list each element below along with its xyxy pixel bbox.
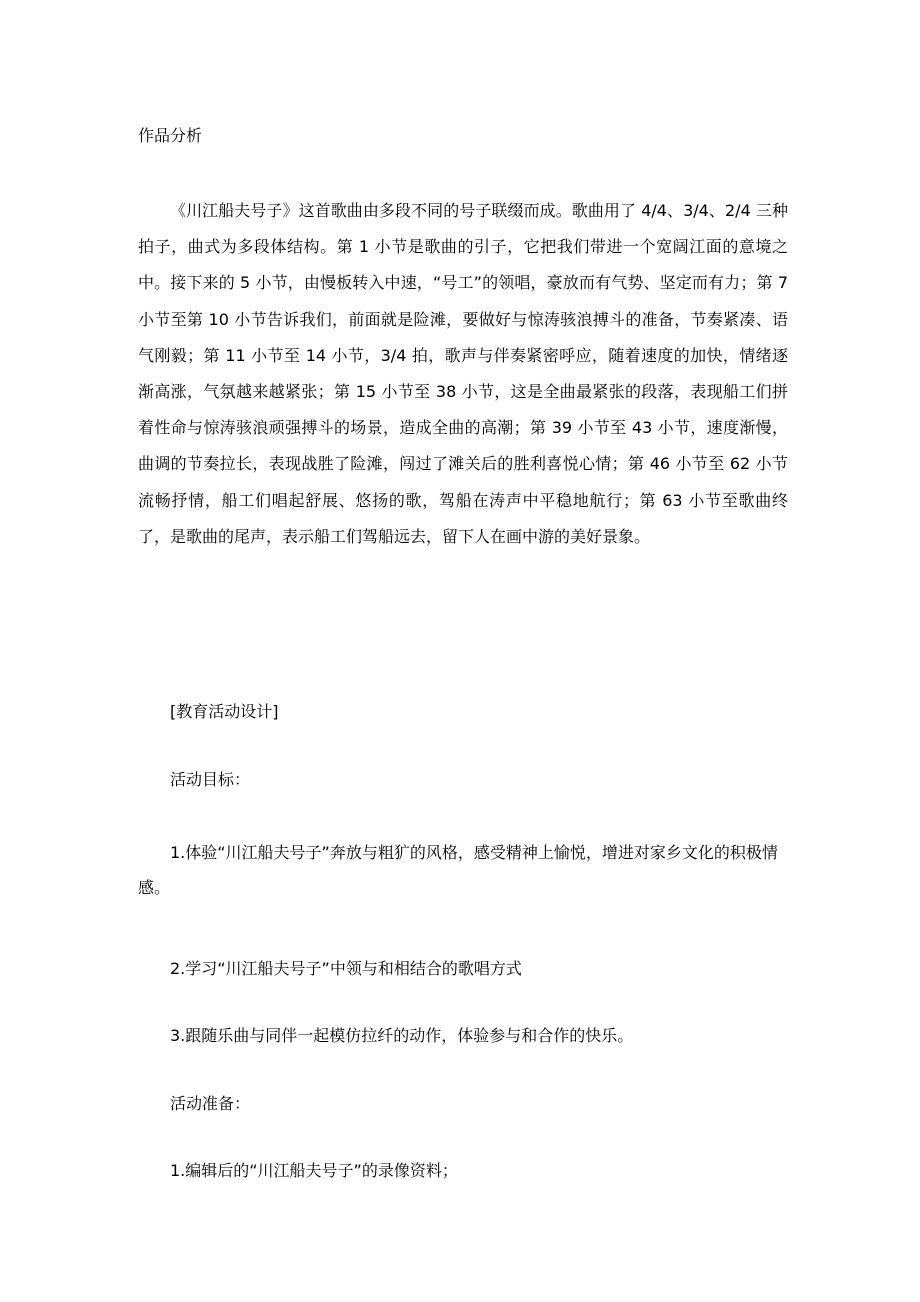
goal-item: 1.体验“川江船夫号子”奔放与粗犷的风格，感受精神上愉悦，增进对家乡文化的积极情感。 — [138, 843, 778, 897]
prep-item: 1.编辑后的“川江船夫号子”的录像资料； — [170, 1161, 458, 1180]
section-heading: 作品分析 — [138, 126, 203, 145]
design-title: [教育活动设计] — [170, 702, 279, 721]
goal-item: 2.学习“川江船夫号子”中领与和相结合的歌唱方式 — [170, 959, 522, 978]
goal-item: 3.跟随乐曲与同伴一起模仿拉纤的动作，体验参与和合作的快乐。 — [170, 1026, 634, 1045]
goals-label: 活动目标： — [170, 770, 251, 789]
analysis-paragraph: 《川江船夫号子》这首歌曲由多段不同的号子联缀而成。歌曲用了 4/4、3/4、2/4 三种拍子，曲式为多段体结构。第 1 小节是歌曲的引子，它把我们带进一个宽阔江面的意境之中。接下来的 5 小节，由慢板转入中速，“号工”的领唱，豪放而有气势、坚定而有力；第 7 小节至第 10 小节告诉我们，前面就是险滩，要做好与惊涛骇浪搏斗的准备，节奏紧凑、语气刚毅；第 11 小节至 14 小节，3/4 拍，歌声与伴奏紧密呼应，随着速度的加快，情绪逐渐高涨，气氛越来越紧张；第 15 小节至 38 小节，这是全曲最紧张的段落，表现船工们拼着性命与惊涛骇浪顽强搏斗的场景，造成全曲的高潮；第 39 小节至 43 小节，速度渐慢，曲调的节奏拉长，表现战胜了险滩，闯过了滩关后的胜利喜悦心情；第 46 小节至 62 小节流畅抒情，船工们唱起舒展、悠扬的歌，驾船在涛声中平稳地航行；第 63 小节至歌曲终了，是歌曲的尾声，表示船工们驾船远去，留下人在画中游的美好景象。 — [138, 201, 788, 546]
prep-label: 活动准备： — [170, 1094, 251, 1113]
